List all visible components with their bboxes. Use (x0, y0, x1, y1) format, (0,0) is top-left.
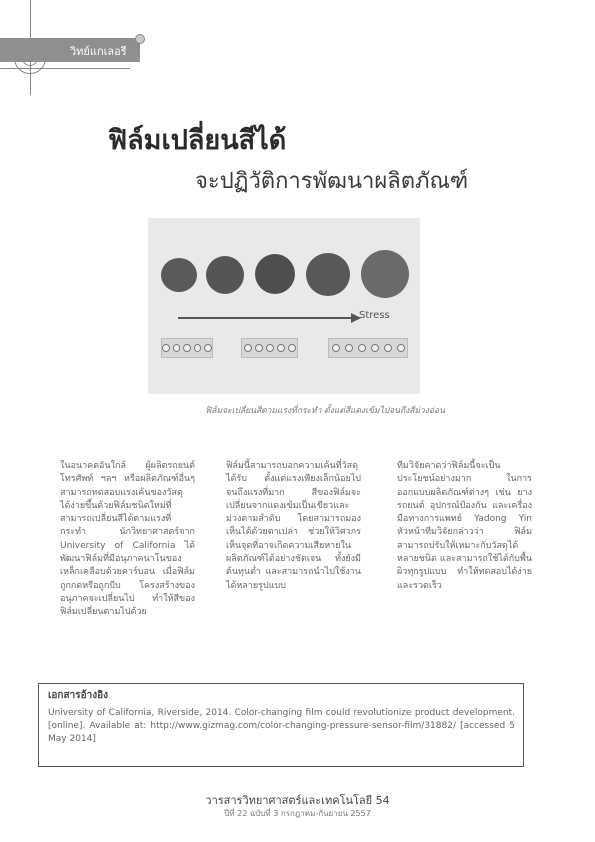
article-figure (148, 218, 420, 394)
film-disc (306, 253, 350, 296)
film-disc (206, 256, 244, 294)
film-disc (255, 254, 295, 294)
stress-label: Stress (359, 310, 390, 321)
body-column-1: ในอนาคตอันใกล้ ผู้ผลิตรถยนต์ โทรศัพท์ ฯลฯ หรือผลิตภัณฑ์อื่นๆ สามารถทดสอบแรงเค้นของวัสดุ ได้ง่ายขึ้นด้วยฟิล์มชนิดใหม่ที่สามารถเปลี่ยนสีได้ตามแรงที่กระทำ นักวิทยาศาสตร์จาก University of California ได้พัฒนาฟิล์มที่มีอนุภาคนาโนของเหล็กเคลือบด้วยคาร์บอน เมื่อฟิล์มถูกกดหรือถูกบีบ โครงสร้างของอนุภาคจะเปลี่ยนไป ทำให้สีของฟิล์มเปลี่ยนตามไปด้วย (60, 461, 195, 618)
section-label: วิทย์แกเลอรี (70, 45, 127, 58)
particle-strip (241, 338, 298, 358)
footer-magazine: วารสารวิทยาศาสตร์และเทคโนโลยี 54 (205, 794, 390, 807)
film-disc (161, 258, 197, 292)
particle-strip (328, 338, 408, 358)
references-box (38, 683, 524, 767)
body-column-3: ทีมวิจัยคาดว่าฟิล์มนี้จะเป็นประโยชน์อย่างมาก ในการออกแบบผลิตภัณฑ์ต่างๆ เช่น ยางรถยนต์ อุปกรณ์ป้องกัน และเครื่องมือทางการแพทย์ Yadong Yin หัวหน้าทีมวิจัยกล่าวว่า ฟิล์มสามารถปรับให้เหมาะกับวัสดุได้หลายชนิด และสามารถใช้ได้กับพื้นผิวทุกรูปแบบ ทำให้ทดสอบได้ง่ายและรวดเร็ว (397, 461, 532, 591)
references-heading: เอกสารอ้างอิง (48, 690, 108, 701)
article-title: ฟิล์มเปลี่ยนสีได้ (108, 125, 287, 156)
article-subtitle: จะปฏิวัติการพัฒนาผลิตภัณฑ์ (195, 169, 469, 194)
stress-arrow (178, 317, 353, 319)
header-dot-icon (135, 34, 145, 44)
particle-strip (161, 338, 213, 358)
film-disc (361, 250, 409, 298)
references-text: University of California, Riverside, 2014. Color-changing film could revolutionize product development. [online]. Available at: http://www.gizmag.com/color-changing-pressure-sensor-film/31882/ [accessed 5 May 2014] (48, 708, 515, 744)
body-column-2: ฟิล์มนี้สามารถบอกความเค้นที่วัสดุได้รับ ตั้งแต่แรงเพียงเล็กน้อยไปจนถึงแรงที่มาก สีของฟิล์มจะเปลี่ยนจากแดงเข้มเป็นเขียวและม่วงตามลำดับ โดยสามารถมองเห็นได้ด้วยตาเปล่า ช่วยให้วิศวกรเห็นจุดที่อาจเกิดความเสียหายในผลิตภัณฑ์ได้อย่างชัดเจน ทั้งยังมีต้นทุนต่ำ และสามารถนำไปใช้งานได้หลายรูปแบบ (226, 461, 361, 591)
figure-caption: ฟิล์มจะเปลี่ยนสีตามแรงที่กระทำ ตั้งแต่สีแดงเข้มไปจนถึงสีม่วงอ่อน (205, 406, 445, 416)
footer-issue: ปีที่ 22 ฉบับที่ 3 กรกฎาคม-กันยายน 2557 (224, 809, 371, 818)
